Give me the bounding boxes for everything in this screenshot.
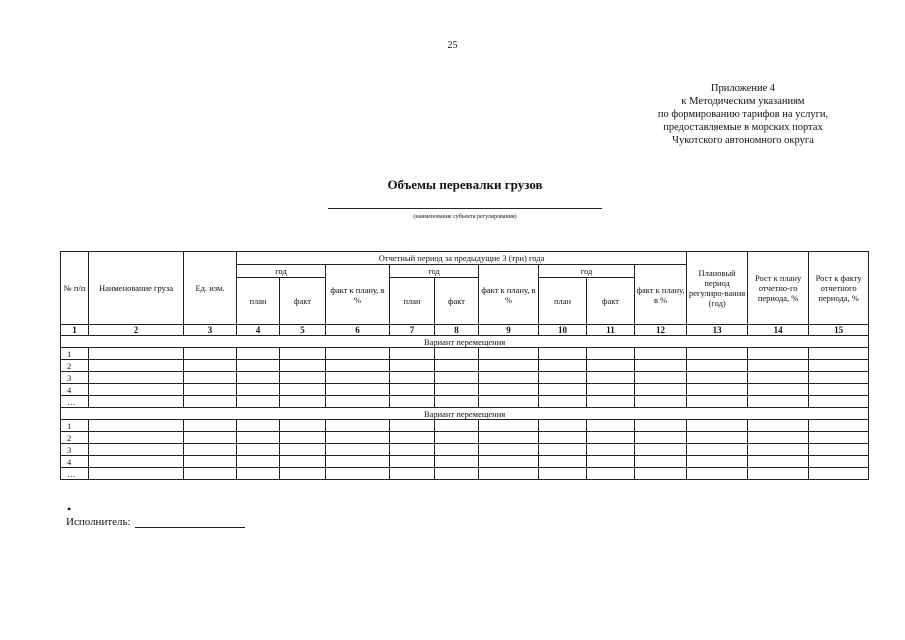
table-row xyxy=(61,396,869,408)
empty-cell xyxy=(635,396,687,408)
header-fact-to-plan: факт к плану, в % xyxy=(479,265,539,325)
empty-cell xyxy=(687,360,748,372)
row-number: 3 xyxy=(61,372,89,384)
empty-cell xyxy=(280,396,326,408)
document-title: Объемы перевалки грузов xyxy=(387,177,543,192)
empty-cell xyxy=(587,456,635,468)
empty-cell xyxy=(280,348,326,360)
empty-cell xyxy=(237,420,280,432)
table-row xyxy=(61,420,869,432)
empty-cell xyxy=(539,372,587,384)
empty-cell xyxy=(539,396,587,408)
empty-cell xyxy=(687,372,748,384)
row-number: 2 xyxy=(61,360,89,372)
empty-cell xyxy=(687,432,748,444)
row-number: 1 xyxy=(61,348,89,360)
column-number: 9 xyxy=(479,325,539,336)
appendix-line: Приложение 4 xyxy=(710,83,776,94)
empty-cell xyxy=(539,468,587,480)
empty-cell xyxy=(280,456,326,468)
header-growth-plan: Рост к плану отчетно-го периода, % xyxy=(748,252,809,325)
empty-cell xyxy=(89,420,184,432)
empty-cell xyxy=(237,468,280,480)
appendix-line: предоставляемые в морских портах xyxy=(663,122,823,133)
empty-cell xyxy=(390,444,435,456)
header-unit: Ед. изм. xyxy=(184,252,237,325)
empty-cell xyxy=(479,456,539,468)
row-number: … xyxy=(61,396,89,408)
empty-cell xyxy=(184,360,237,372)
column-number: 2 xyxy=(89,325,184,336)
variant-row xyxy=(61,336,869,348)
empty-cell xyxy=(280,420,326,432)
column-number: 5 xyxy=(280,325,326,336)
empty-cell xyxy=(635,420,687,432)
empty-cell xyxy=(539,360,587,372)
empty-cell xyxy=(435,396,479,408)
empty-cell xyxy=(748,432,809,444)
column-number: 14 xyxy=(748,325,809,336)
empty-cell xyxy=(809,348,869,360)
empty-cell xyxy=(435,384,479,396)
empty-cell xyxy=(326,396,390,408)
empty-cell xyxy=(184,456,237,468)
empty-cell xyxy=(809,444,869,456)
empty-cell xyxy=(89,360,184,372)
header-cargo-name: Наименование груза xyxy=(89,252,184,325)
empty-cell xyxy=(89,396,184,408)
empty-cell xyxy=(435,372,479,384)
column-number: 15 xyxy=(809,325,869,336)
empty-cell xyxy=(435,468,479,480)
empty-cell xyxy=(635,468,687,480)
empty-cell xyxy=(184,432,237,444)
empty-cell xyxy=(237,456,280,468)
empty-cell xyxy=(748,348,809,360)
empty-cell xyxy=(479,468,539,480)
empty-cell xyxy=(435,420,479,432)
empty-cell xyxy=(89,432,184,444)
empty-cell xyxy=(809,360,869,372)
column-numbers-row xyxy=(61,325,869,336)
signature-blank xyxy=(135,516,245,528)
empty-cell xyxy=(479,396,539,408)
empty-cell xyxy=(326,432,390,444)
empty-cell xyxy=(687,348,748,360)
header-plan: план xyxy=(237,278,280,325)
empty-cell xyxy=(587,372,635,384)
page-number: 25 xyxy=(447,40,458,51)
empty-cell xyxy=(635,360,687,372)
row-number: 4 xyxy=(61,456,89,468)
empty-cell xyxy=(809,396,869,408)
empty-cell xyxy=(89,384,184,396)
empty-cell xyxy=(326,456,390,468)
empty-cell xyxy=(237,384,280,396)
empty-cell xyxy=(237,396,280,408)
empty-cell xyxy=(748,396,809,408)
empty-cell xyxy=(326,372,390,384)
empty-cell xyxy=(748,420,809,432)
empty-cell xyxy=(237,360,280,372)
empty-cell xyxy=(587,468,635,480)
appendix-line: к Методическим указаниям xyxy=(681,96,805,107)
column-number: 4 xyxy=(237,325,280,336)
variant-label: Вариант перемещения xyxy=(61,336,869,348)
empty-cell xyxy=(635,432,687,444)
empty-cell xyxy=(748,456,809,468)
header-plan-period: Плановый период регулиро-вания (год) xyxy=(687,252,748,325)
empty-cell xyxy=(687,420,748,432)
empty-cell xyxy=(687,456,748,468)
empty-cell xyxy=(479,432,539,444)
empty-cell xyxy=(390,360,435,372)
empty-cell xyxy=(280,468,326,480)
header-fact: факт xyxy=(280,278,326,325)
empty-cell xyxy=(435,360,479,372)
variant-row xyxy=(61,408,869,420)
table-row xyxy=(61,468,869,480)
table-row xyxy=(61,432,869,444)
appendix-line: Чукотского автономного округа xyxy=(672,135,814,146)
column-number: 12 xyxy=(635,325,687,336)
empty-cell xyxy=(435,348,479,360)
table-row xyxy=(61,456,869,468)
subject-caption: (наименование субъекта регулирования) xyxy=(413,214,517,220)
empty-cell xyxy=(479,444,539,456)
empty-cell xyxy=(539,432,587,444)
empty-cell xyxy=(635,456,687,468)
empty-cell xyxy=(280,372,326,384)
empty-cell xyxy=(687,444,748,456)
empty-cell xyxy=(748,372,809,384)
empty-cell xyxy=(89,456,184,468)
table-row xyxy=(61,444,869,456)
empty-cell xyxy=(635,372,687,384)
empty-cell xyxy=(390,456,435,468)
empty-cell xyxy=(479,420,539,432)
empty-cell xyxy=(89,444,184,456)
empty-cell xyxy=(809,420,869,432)
empty-cell xyxy=(280,384,326,396)
empty-cell xyxy=(89,468,184,480)
empty-cell xyxy=(326,444,390,456)
empty-cell xyxy=(748,444,809,456)
empty-cell xyxy=(390,348,435,360)
empty-cell xyxy=(748,468,809,480)
variant-block xyxy=(61,408,869,480)
empty-cell xyxy=(479,384,539,396)
column-number: 7 xyxy=(390,325,435,336)
table-row xyxy=(61,372,869,384)
empty-cell xyxy=(435,444,479,456)
empty-cell xyxy=(435,432,479,444)
table-row xyxy=(61,348,869,360)
header-fact: факт xyxy=(435,278,479,325)
empty-cell xyxy=(280,432,326,444)
empty-cell xyxy=(390,372,435,384)
empty-cell xyxy=(587,420,635,432)
empty-cell xyxy=(479,348,539,360)
empty-cell xyxy=(390,468,435,480)
empty-cell xyxy=(809,372,869,384)
row-number: 3 xyxy=(61,444,89,456)
empty-cell xyxy=(687,384,748,396)
header-year: год xyxy=(539,265,635,278)
empty-cell xyxy=(326,360,390,372)
empty-cell xyxy=(587,360,635,372)
empty-cell xyxy=(635,348,687,360)
header-growth-fact: Рост к факту отчетного периода, % xyxy=(809,252,869,325)
empty-cell xyxy=(687,468,748,480)
executor-label: Исполнитель: xyxy=(66,516,131,528)
empty-cell xyxy=(326,468,390,480)
subject-underline xyxy=(328,208,602,209)
empty-cell xyxy=(635,444,687,456)
header-row xyxy=(61,252,869,265)
empty-cell xyxy=(237,348,280,360)
column-number: 13 xyxy=(687,325,748,336)
empty-cell xyxy=(435,456,479,468)
empty-cell xyxy=(184,396,237,408)
empty-cell xyxy=(479,372,539,384)
column-number: 8 xyxy=(435,325,479,336)
empty-cell xyxy=(89,348,184,360)
empty-cell xyxy=(184,348,237,360)
header-year: год xyxy=(237,265,326,278)
empty-cell xyxy=(390,420,435,432)
empty-cell xyxy=(326,348,390,360)
executor-line xyxy=(66,516,245,528)
empty-cell xyxy=(184,372,237,384)
row-number: 1 xyxy=(61,420,89,432)
bullet-mark: • xyxy=(67,502,72,516)
empty-cell xyxy=(184,384,237,396)
empty-cell xyxy=(587,396,635,408)
column-number: 11 xyxy=(587,325,635,336)
empty-cell xyxy=(635,384,687,396)
column-number: 3 xyxy=(184,325,237,336)
empty-cell xyxy=(237,432,280,444)
header-plan: план xyxy=(390,278,435,325)
cargo-volume-table xyxy=(60,251,869,480)
variant-label: Вариант перемещения xyxy=(61,408,869,420)
empty-cell xyxy=(184,444,237,456)
empty-cell xyxy=(280,360,326,372)
appendix-line: по формированию тарифов на услуги, xyxy=(657,109,829,120)
header-fact-to-plan: факт к плану, в % xyxy=(635,265,687,325)
empty-cell xyxy=(479,360,539,372)
table-row xyxy=(61,384,869,396)
row-number: 4 xyxy=(61,384,89,396)
empty-cell xyxy=(539,420,587,432)
empty-cell xyxy=(184,468,237,480)
empty-cell xyxy=(587,348,635,360)
column-number: 10 xyxy=(539,325,587,336)
header-year: год xyxy=(390,265,479,278)
empty-cell xyxy=(687,396,748,408)
variant-block xyxy=(61,336,869,408)
empty-cell xyxy=(280,444,326,456)
empty-cell xyxy=(809,432,869,444)
header-reporting-period: Отчетный период за предыдущие 3 (три) года xyxy=(237,252,687,265)
empty-cell xyxy=(809,456,869,468)
empty-cell xyxy=(237,444,280,456)
empty-cell xyxy=(587,432,635,444)
empty-cell xyxy=(390,396,435,408)
header-fact-to-plan: факт к плану, в % xyxy=(326,265,390,325)
empty-cell xyxy=(539,444,587,456)
empty-cell xyxy=(809,384,869,396)
empty-cell xyxy=(539,456,587,468)
empty-cell xyxy=(809,468,869,480)
header-plan: план xyxy=(539,278,587,325)
column-number: 6 xyxy=(326,325,390,336)
header-fact: факт xyxy=(587,278,635,325)
empty-cell xyxy=(748,384,809,396)
empty-cell xyxy=(89,372,184,384)
empty-cell xyxy=(390,384,435,396)
empty-cell xyxy=(184,420,237,432)
empty-cell xyxy=(237,372,280,384)
empty-cell xyxy=(539,384,587,396)
header-num: № п/п xyxy=(61,252,89,325)
row-number: 2 xyxy=(61,432,89,444)
column-number: 1 xyxy=(61,325,89,336)
empty-cell xyxy=(326,384,390,396)
appendix-note xyxy=(628,82,858,147)
empty-cell xyxy=(587,384,635,396)
row-number: … xyxy=(61,468,89,480)
empty-cell xyxy=(587,444,635,456)
empty-cell xyxy=(326,420,390,432)
empty-cell xyxy=(748,360,809,372)
table-row xyxy=(61,360,869,372)
empty-cell xyxy=(539,348,587,360)
empty-cell xyxy=(390,432,435,444)
